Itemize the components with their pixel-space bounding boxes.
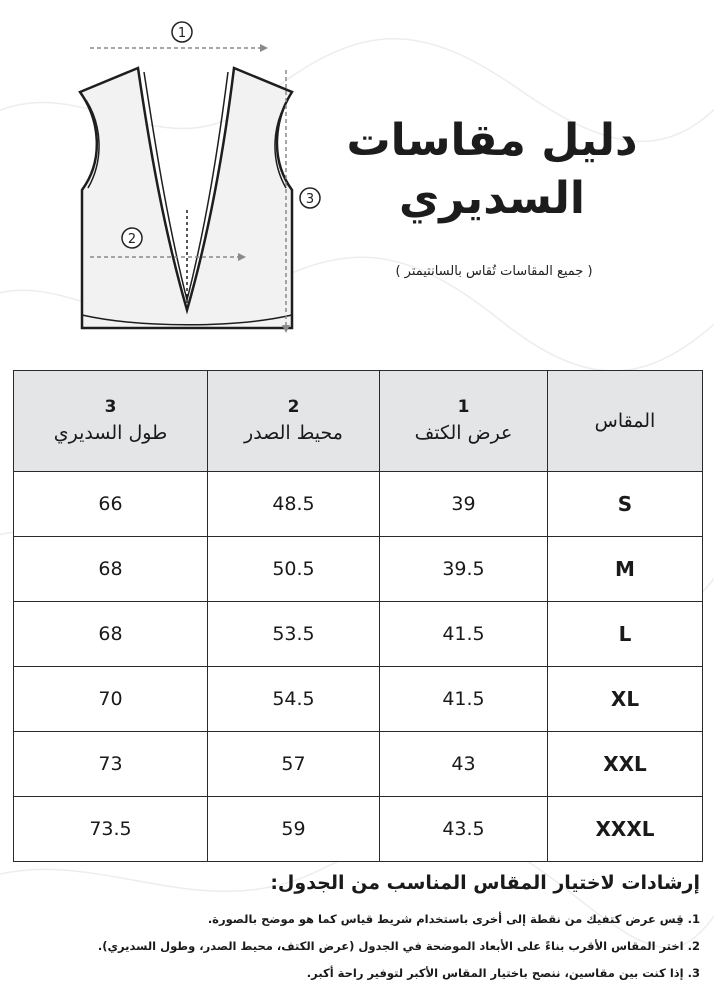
cell-chest: 50.5 (208, 537, 380, 602)
header-chest: 2 محيط الصدر (208, 371, 380, 472)
svg-text:1: 1 (177, 26, 187, 41)
shoulder-width-arrow (90, 44, 268, 52)
cell-size: XXL (548, 732, 703, 797)
title-line-1: دليل مقاسات (346, 115, 638, 166)
table-row (14, 667, 703, 732)
cell-length: 66 (14, 472, 208, 537)
header-shoulder-width: 1 عرض الكتف (380, 371, 548, 472)
cell-chest: 54.5 (208, 667, 380, 732)
cell-length: 70 (14, 667, 208, 732)
cell-length: 68 (14, 537, 208, 602)
cell-chest: 57 (208, 732, 380, 797)
marker-2 (122, 228, 142, 248)
header-size: المقاس (548, 371, 703, 472)
table-row (14, 602, 703, 667)
vest-diagram (60, 10, 340, 350)
marker-1 (172, 22, 192, 42)
cell-chest: 53.5 (208, 602, 380, 667)
cell-chest: 59 (208, 797, 380, 862)
table-row (14, 732, 703, 797)
size-table (13, 370, 703, 862)
vest-outline (80, 68, 292, 328)
table-row (14, 472, 703, 537)
cell-size: XL (548, 667, 703, 732)
instructions-heading: إرشادات لاختيار المقاس المناسب من الجدول: (270, 872, 700, 894)
instruction-item: 2. اختر المقاس الأقرب بناءً على الأبعاد الموضحة في الجدول (عرض الكتف، محيط الصدر، وطول السديري). (97, 939, 700, 953)
cell-length: 73 (14, 732, 208, 797)
table-row (14, 537, 703, 602)
cell-size: XXXL (548, 797, 703, 862)
cell-size: S (548, 472, 703, 537)
cell-shoulder: 39 (380, 472, 548, 537)
title-line-2: السديري (398, 173, 585, 224)
cell-size: M (548, 537, 703, 602)
header-length: 3 طول السديري (14, 371, 208, 472)
cell-shoulder: 43.5 (380, 797, 548, 862)
instructions-section (10, 872, 700, 987)
cell-chest: 48.5 (208, 472, 380, 537)
cell-length: 68 (14, 602, 208, 667)
cell-shoulder: 41.5 (380, 667, 548, 732)
instruction-item: 1. قِس عرض كتفيك من نقطة إلى أخرى باستخدام شريط قياس كما هو موضح بالصورة. (207, 912, 700, 926)
cell-shoulder: 43 (380, 732, 548, 797)
page-subtitle: ( جميع المقاسات تُقاس بالسانتيمتر ) (395, 264, 593, 279)
table-header-row (14, 371, 703, 472)
svg-text:2: 2 (127, 232, 137, 247)
marker-3 (300, 188, 320, 208)
cell-shoulder: 39.5 (380, 537, 548, 602)
svg-text:3: 3 (305, 192, 315, 207)
instruction-item: 3. إذا كنت بين مقاسين، ننصح باختيار المقاس الأكبر لتوفير راحة أكبر. (306, 966, 700, 980)
instructions-list (10, 906, 700, 987)
table-row (14, 797, 703, 862)
cell-shoulder: 41.5 (380, 602, 548, 667)
page-title (332, 112, 652, 228)
cell-length: 73.5 (14, 797, 208, 862)
cell-size: L (548, 602, 703, 667)
